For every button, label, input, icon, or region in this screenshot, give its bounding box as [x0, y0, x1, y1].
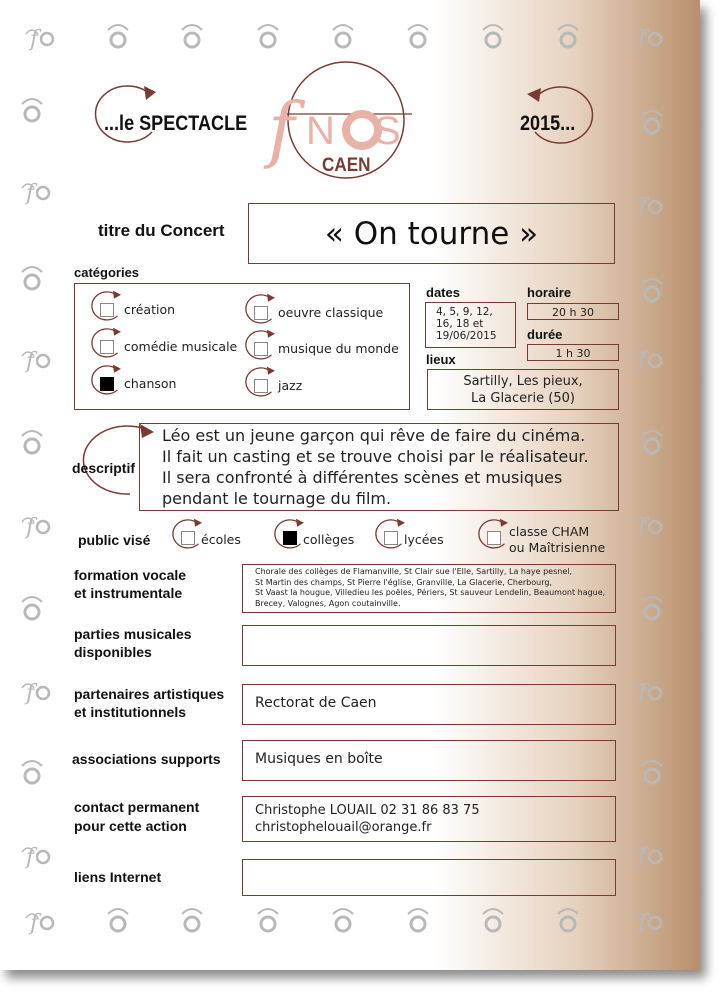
- category-label: jazz: [278, 378, 303, 393]
- public-label-3-line2: ou Maîtrisienne: [509, 540, 606, 555]
- checkbox[interactable]: [181, 531, 195, 545]
- dates-line-2: 16, 18 et: [436, 318, 484, 330]
- checkbox[interactable]: [254, 379, 268, 393]
- lieux-box[interactable]: [427, 369, 619, 410]
- category-label: comédie musicale: [124, 339, 238, 354]
- logo-city: CAEN: [322, 155, 371, 176]
- header-spectacle: ...le SPECTACLE: [104, 112, 248, 135]
- checkbox[interactable]: [100, 303, 114, 317]
- svg-text:S: S: [374, 109, 401, 153]
- category-label: création: [124, 302, 176, 317]
- lieux-label: lieux: [426, 352, 456, 367]
- contact-line-1: Christophe LOUAIL 02 31 86 83 75: [255, 803, 480, 818]
- descriptif-line: pendant le tournage du film.: [162, 489, 392, 508]
- parties-label-2: disponibles: [74, 644, 152, 660]
- liens-label: liens Internet: [74, 869, 162, 885]
- checkbox[interactable]: [100, 340, 114, 354]
- partenaires-value: Rectorat de Caen: [255, 695, 377, 711]
- descriptif-line: Il fait un casting et se trouve choisi par le réalisateur.: [162, 447, 589, 466]
- svg-text:N: N: [306, 109, 335, 153]
- public-label-0: écoles: [201, 532, 241, 547]
- parties-box[interactable]: [242, 625, 616, 666]
- duree-label: durée: [527, 327, 563, 342]
- public-label: public visé: [78, 532, 151, 548]
- dates-label: dates: [426, 285, 460, 300]
- public-label-1: collèges: [303, 532, 355, 547]
- duree-value: 1 h 30: [555, 347, 591, 360]
- category-label: oeuvre classique: [278, 305, 384, 320]
- dates-line-3: 19/06/2015: [436, 330, 497, 342]
- title-box[interactable]: [248, 203, 615, 264]
- categories-label: catégories: [74, 265, 140, 280]
- title-label: titre du Concert: [98, 221, 225, 240]
- horaire-label: horaire: [527, 285, 572, 300]
- checkbox[interactable]: [384, 531, 398, 545]
- header-year: 2015...: [520, 112, 576, 135]
- formation-label-2: et instrumentale: [74, 585, 183, 601]
- formation-line: Chorale des collèges de Flamanville, St Clair sue l'Elle, Sartilly, La haye pesnel,: [255, 567, 573, 576]
- formation-line: St Martin des champs, St Pierre l'église, Granville, La Glacerie, Cherbourg,: [255, 577, 552, 587]
- checkbox-checked[interactable]: [283, 531, 297, 545]
- contact-box[interactable]: [242, 796, 616, 842]
- formation-line: Brecey, Valognes, Agon coutainville.: [255, 598, 401, 608]
- horaire-value: 20 h 30: [552, 306, 594, 319]
- formation-label-1: formation vocale: [74, 567, 187, 583]
- associations-value: Musiques en boîte: [255, 751, 383, 767]
- partenaires-box[interactable]: [242, 684, 616, 725]
- contact-line-2: christophelouail@orange.fr: [255, 820, 432, 835]
- watermark-row-bottom: [26, 909, 661, 936]
- watermark-right-column: [634, 111, 662, 870]
- lieux-line-1: Sartilly, Les pieux,: [463, 374, 583, 389]
- dates-box[interactable]: [425, 302, 516, 348]
- lieux-line-2: La Glacerie (50): [471, 391, 575, 406]
- checkbox[interactable]: [254, 342, 268, 356]
- associations-label: associations supports: [72, 751, 221, 767]
- dates-line-1: 4, 5, 9, 12,: [436, 306, 493, 318]
- associations-box[interactable]: [242, 740, 616, 781]
- category-label: chanson: [124, 376, 177, 391]
- partenaires-label-2: et institutionnels: [74, 704, 186, 720]
- descriptif-box[interactable]: [139, 423, 619, 511]
- parties-label-1: parties musicales: [74, 626, 192, 642]
- checkbox-checked[interactable]: [100, 377, 114, 391]
- logo-f-icon: f: [268, 87, 295, 171]
- contact-label-1: contact permanent: [74, 799, 200, 815]
- formation-box[interactable]: [242, 564, 616, 613]
- duree-box[interactable]: [527, 344, 619, 361]
- partenaires-label-1: partenaires artistiques: [74, 686, 225, 702]
- liens-box[interactable]: [242, 859, 616, 896]
- watermark-row-top: [26, 25, 661, 52]
- descriptif-line: Léo est un jeune garçon qui rêve de faire du cinéma.: [162, 426, 586, 445]
- checkbox[interactable]: [254, 306, 268, 320]
- title-value: « On tourne »: [324, 216, 539, 252]
- descriptif-line: Il sera confronté à différentes scènes et musiques: [162, 468, 563, 487]
- contact-label-2: pour cette action: [74, 818, 187, 834]
- watermark-left-column: [22, 99, 49, 870]
- watermark-pattern: f: [0, 0, 700, 970]
- formation-line: St Vaast la hougue, Villedieu les poëles, Périers, St sauveur Lendelin, Beaumont hague,: [255, 588, 606, 597]
- category-label: musique du monde: [278, 341, 399, 356]
- public-label-3-line1: classe CHAM: [509, 524, 590, 539]
- public-label-2: lycées: [404, 532, 444, 547]
- descriptif-label: descriptif: [72, 460, 136, 476]
- checkbox[interactable]: [487, 531, 501, 545]
- horaire-box[interactable]: [527, 303, 619, 320]
